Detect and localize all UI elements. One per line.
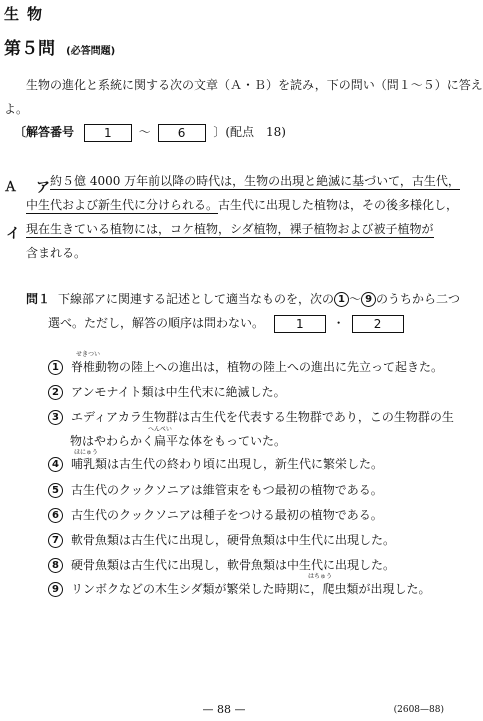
option-6-text: 古生代のクックソニアは種子をつける最初の植物である。 [71,508,383,522]
option-3-ruby: へんぺい [148,426,172,433]
option-3 [48,408,454,425]
option-8 [48,556,395,573]
q1-range-tilde: ～ [349,292,362,306]
q1-text-2: 選べ。ただし，解答の順序は問わない。 [48,316,265,330]
option-5-number-icon: 5 [48,483,63,498]
option-4-ruby: ほにゅう [74,449,98,456]
option-4 [48,455,383,472]
option-9-text: リンボクなどの木生シダ類が繁栄した時期に，爬虫類が出現した。 [71,582,431,596]
option-9 [48,580,431,597]
passage-line-2-underlined: 中生代および新生代に分けられる。 [26,198,219,212]
passage-line-3-text: 現在生きている植物には，コケ植物，シダ植物，裸子植物および被子植物が [26,222,434,236]
underline-mark-i: イ [6,226,20,242]
option-3-number-icon: 3 [48,410,63,425]
subject-heading: 生物 [4,5,51,23]
answer-label: 〔解答番号 [14,125,75,139]
option-1 [48,358,443,375]
option-8-text: 硬骨魚類は古生代に出現し，軟骨魚類は中生代に出現した。 [71,558,396,572]
option-7-text: 軟骨魚類は古生代に出現し，硬骨魚類は中生代に出現した。 [71,533,396,547]
option-2-number-icon: 2 [48,385,63,400]
q1-line-2 [48,314,404,333]
option-6 [48,506,383,523]
option-2 [48,383,286,400]
q1-line-1 [26,290,460,307]
q1-answer-box-2: 2 [352,315,404,333]
option-7-number-icon: 7 [48,533,63,548]
question-number: 第５問 [4,39,55,59]
option-1-text: 脊椎動物の陸上への進出は，植物の陸上への進出に先立って起きた。 [71,360,444,374]
option-7 [48,531,395,548]
answer-box-from: 1 [84,124,132,142]
underline-mark-a: ア [36,180,50,196]
page-number: — 88 — [202,703,246,716]
passage-line-1-text: 約５億 4000 万年前以降の時代は，生物の出現と絶滅に基づいて，古生代， [50,174,460,188]
option-9-number-icon: 9 [48,582,63,597]
passage-line-4: 含まれる。 [26,246,87,260]
option-5-text: 古生代のクックソニアは維管束をもつ最初の植物である。 [71,483,383,497]
passage-line-1 [50,172,460,189]
option-4-number-icon: 4 [48,457,63,472]
passage-label: Ａ [4,180,18,195]
intro-line-1: 生物の進化と系統に関する次の文章（Ａ・Ｂ）を読み，下の問い（問１～５）に答え [26,78,483,92]
q1-text-1: 下線部アに関連する記述として適当なものを，次の [58,292,335,306]
question-note: (必答問題) [66,46,116,57]
option-4-text: 哺乳類は古生代の終わり頃に出現し，新生代に繁栄した。 [71,457,384,471]
answer-range [14,123,286,142]
intro-line-2: よ。 [4,102,29,116]
choice-first-icon: 1 [334,292,349,307]
option-1-ruby: せきつい [76,351,101,358]
answer-box-to: 6 [158,124,206,142]
option-5 [48,481,383,498]
option-3-text: エディアカラ生物群は古生代を代表する生物群であり，この生物群の生 [71,410,454,424]
answer-tilde: ～ [138,125,151,139]
option-6-number-icon: 6 [48,508,63,523]
option-8-number-icon: 8 [48,558,63,573]
passage-line-2 [26,196,458,213]
passage-line-3 [26,220,434,237]
option-9-ruby: はちゅう [308,573,333,580]
option-1-number-icon: 1 [48,360,63,375]
passage-line-2-rest: 古生代に出現した植物は，その後多様化し， [218,198,459,212]
q1-text-1-end: のうちから二つ [376,292,461,306]
answer-points: 〕(配点 18) [213,125,286,139]
q1-label: 問１ [26,292,51,306]
option-2-text: アンモナイト類は中生代末に絶滅した。 [71,385,286,399]
choice-last-icon: 9 [361,292,376,307]
q1-dot: ・ [332,316,345,330]
question-heading [4,34,115,59]
page-code: (2608—88) [393,705,444,715]
option-3-continued: 物はやわらかく扁平な体をもっていた。 [70,434,287,448]
q1-answer-box-1: 1 [274,315,326,333]
